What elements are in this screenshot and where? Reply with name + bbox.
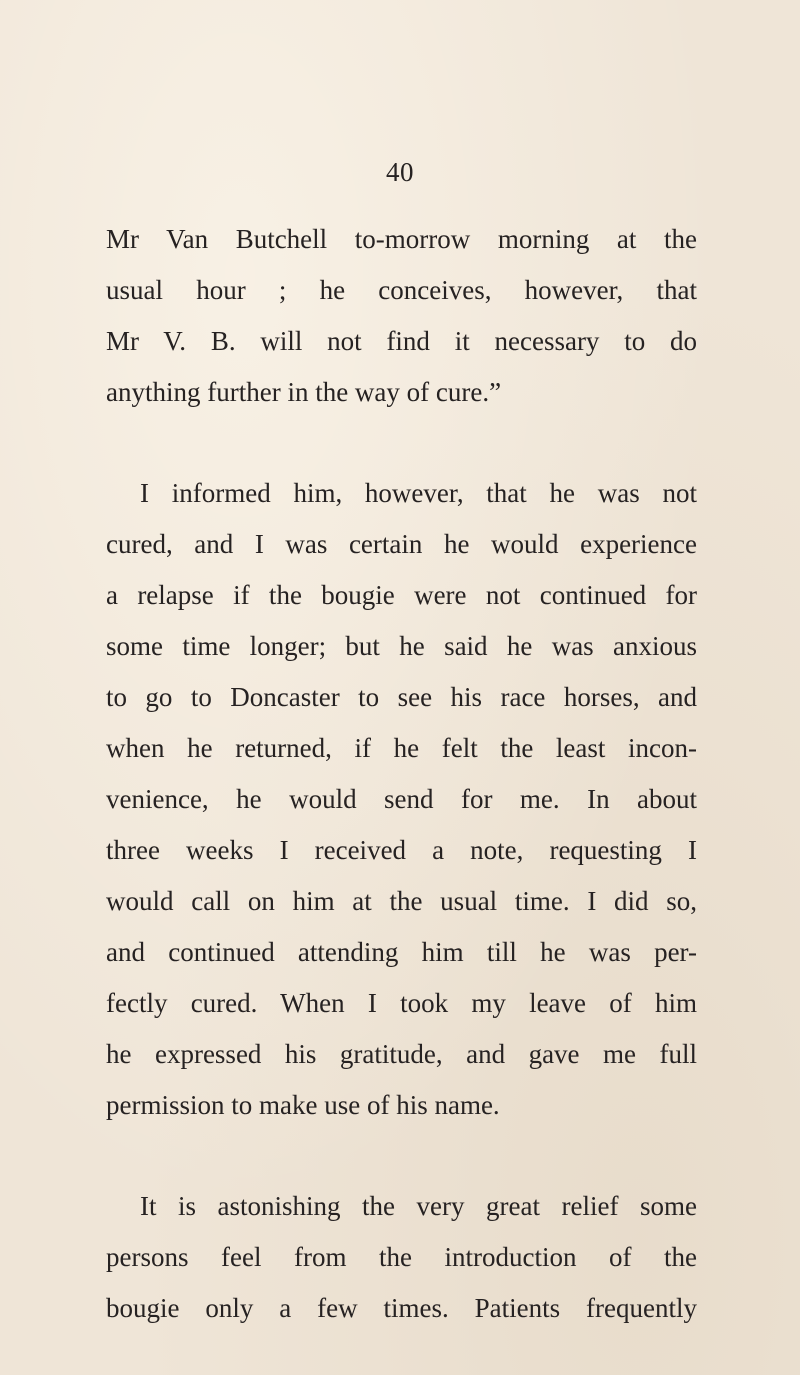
text-line: persons feel from the introduction of the — [106, 1242, 697, 1272]
text-line: I informed him, however, that he was not — [140, 478, 697, 508]
page-number: 40 — [386, 157, 414, 187]
text-line: to go to Doncaster to see his race horses, and — [106, 682, 697, 712]
text-line: anything further in the way of cure.” — [106, 377, 502, 407]
text-line: bougie only a few times. Patients frequently — [106, 1293, 697, 1323]
text-line: Mr V. B. will not find it necessary to do — [106, 326, 697, 356]
text-line: he expressed his gratitude, and gave me full — [106, 1039, 697, 1069]
text-line: It is astonishing the very great relief some — [140, 1191, 697, 1221]
text-line: fectly cured. When I took my leave of him — [106, 988, 697, 1018]
text-line: a relapse if the bougie were not continued for — [106, 580, 697, 610]
text-line: venience, he would send for me. In about — [106, 784, 697, 814]
text-line: Mr Van Butchell to-morrow morning at the — [106, 224, 697, 254]
text-line: would call on him at the usual time. I did so, — [106, 886, 697, 916]
text-line: some time longer; but he said he was anxious — [106, 631, 697, 661]
text-line: three weeks I received a note, requesting I — [106, 835, 697, 865]
text-line: when he returned, if he felt the least incon- — [106, 733, 697, 763]
text-line: and continued attending him till he was per- — [106, 937, 697, 967]
text-line: usual hour ; he conceives, however, that — [106, 275, 697, 305]
text-line: cured, and I was certain he would experience — [106, 529, 697, 559]
text-line: permission to make use of his name. — [106, 1090, 500, 1120]
